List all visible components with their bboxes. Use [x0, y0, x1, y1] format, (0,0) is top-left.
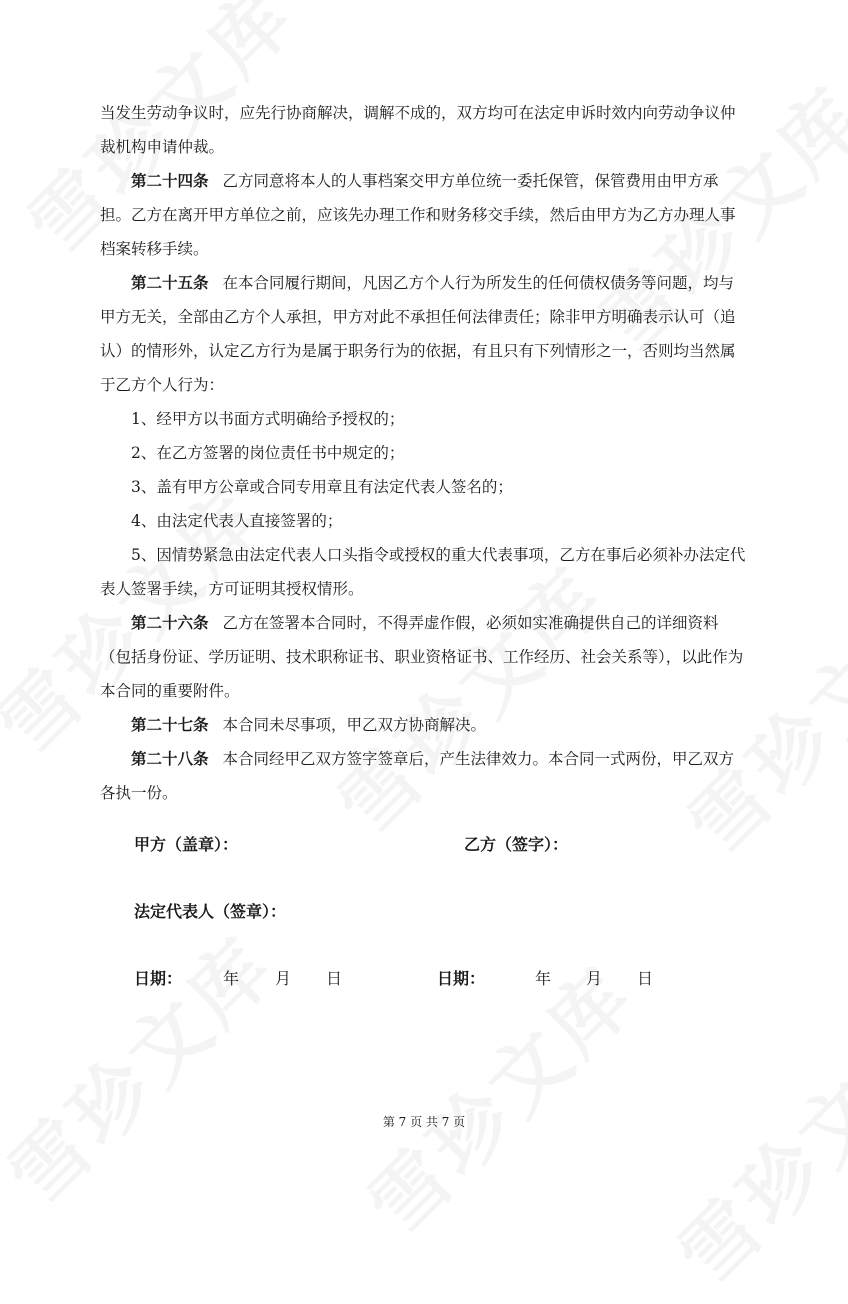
list-item: 5、因情势紧急由法定代表人口头指令或授权的重大代表事项，乙方在事后必须补办法定代表人签署手续，方可证明其授权情形。: [100, 546, 746, 598]
list-item: 1、经甲方以书面方式明确给予授权的；: [131, 410, 405, 428]
article-body: 在本合同履行期间，凡因乙方个人行为所发生的任何债权债务等问题，均与甲方无关，全部由乙方个人承担，甲方对此不承担任何法律责任；除非甲方明确表示认可（追认）的情形外，认定乙方行为是属于职务行为的依据，有且只有下列情形之一，否则均当然属于乙方个人行为：: [100, 274, 736, 394]
article-28: [100, 742, 748, 810]
legal-rep-label: 法定代表人（签章）：: [134, 902, 287, 921]
article-25: [100, 266, 748, 402]
article-body: 乙方在签署本合同时，不得弄虚作假，必须如实准确提供自己的详细资料（包括身份证、学历证明、技术职称证书、职业资格证书、工作经历、社会关系等），以此作为本合同的重要附件。: [100, 614, 744, 700]
date-label-a: 日期：: [134, 969, 183, 988]
article-body: 乙方同意将本人的人事档案交甲方单位统一委托保管，保管费用由甲方承担。乙方在离开甲方单位之前，应该先办理工作和财务移交手续，然后由甲方为乙方办理人事档案转移手续。: [100, 172, 736, 258]
article-26: [100, 606, 748, 708]
year-label-b: 年: [535, 969, 552, 988]
list-item: 2、在乙方签署的岗位责任书中规定的；: [131, 444, 405, 462]
article-24: [100, 164, 748, 266]
page-number: 第 7 页 共 7 页: [382, 1115, 466, 1129]
article-title: 第二十七条: [131, 715, 209, 734]
watermark: [340, 938, 657, 1255]
day-label-a: 日: [326, 969, 343, 988]
date-label-b: 日期：: [437, 969, 486, 988]
article-27: [100, 708, 748, 742]
watermark: [0, 908, 296, 1225]
document-body: [100, 96, 748, 810]
article-title: 第二十八条: [131, 749, 209, 768]
article-title: 第二十四条: [131, 171, 209, 190]
watermark: [650, 988, 848, 1304]
list-item: 4、由法定代表人直接签署的；: [131, 512, 343, 530]
article-title: 第二十五条: [131, 273, 209, 292]
party-b-sign-label: 乙方（签字）：: [464, 835, 569, 854]
month-label-b: 月: [586, 969, 603, 988]
article-body: 本合同未尽事项，甲乙双方协商解决。: [222, 716, 486, 734]
article-title: 第二十六条: [131, 613, 209, 632]
article-body: 本合同经甲乙双方签字签章后，产生法律效力。本合同一式两份，甲乙双方各执一份。: [100, 750, 734, 802]
paragraph: 当发生劳动争议时，应先行协商解决，调解不成的，双方均可在法定申诉时效内向劳动争议仲裁机构申请仲裁。: [100, 104, 736, 156]
party-a-seal-label: 甲方（盖章）：: [134, 835, 239, 854]
day-label-b: 日: [637, 969, 654, 988]
list-item: 3、盖有甲方公章或合同专用章且有法定代表人签名的；: [131, 478, 513, 496]
month-label-a: 月: [275, 969, 292, 988]
year-label-a: 年: [223, 969, 240, 988]
